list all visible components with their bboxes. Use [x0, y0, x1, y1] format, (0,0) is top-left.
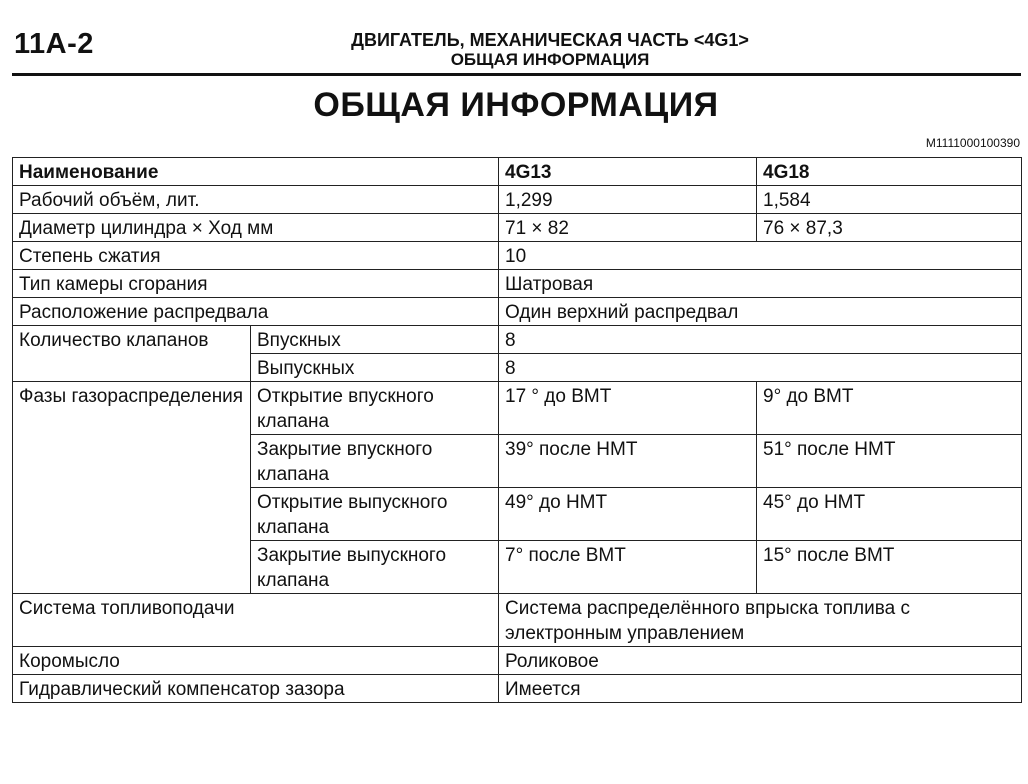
page-title: ОБЩАЯ ИНФОРМАЦИЯ [313, 86, 719, 124]
cell-value-4g13: 39° после НМТ [499, 435, 757, 488]
table-row [13, 675, 1022, 703]
section-subtitle: ОБЩАЯ ИНФОРМАЦИЯ [450, 50, 650, 69]
table-row [13, 242, 1022, 270]
cell-value-4g18: 76 × 87,3 [757, 214, 1022, 242]
row-sublabel: Впускных [251, 326, 499, 354]
cell-value: Имеется [499, 675, 1022, 703]
table-row [13, 270, 1022, 298]
row-label: Степень сжатия [13, 242, 499, 270]
table-row [13, 298, 1022, 326]
row-label: Тип камеры сгорания [13, 270, 499, 298]
cell-value-4g13: 7° после ВМТ [499, 541, 757, 594]
row-sublabel: Открытие выпускного клапана [251, 488, 499, 541]
header-cell-name: Наименование [13, 158, 499, 186]
row-label: Коромысло [13, 647, 499, 675]
header-divider [12, 73, 1021, 76]
table-row [13, 186, 1022, 214]
cell-value-4g18: 51° после НМТ [757, 435, 1022, 488]
cell-value-4g13: 71 × 82 [499, 214, 757, 242]
cell-value-4g13: 49° до НМТ [499, 488, 757, 541]
table-row [13, 326, 1022, 354]
table-row [13, 594, 1022, 647]
cell-value: Шатровая [499, 270, 1022, 298]
table-row [13, 214, 1022, 242]
section-title: ДВИГАТЕЛЬ, МЕХАНИЧЕСКАЯ ЧАСТЬ <4G1> [351, 30, 749, 50]
cell-value-4g18: 9° до ВМТ [757, 382, 1022, 435]
row-label: Рабочий объём, лит. [13, 186, 499, 214]
cell-value-4g18: 45° до НМТ [757, 488, 1022, 541]
cell-value-4g18: 15° после ВМТ [757, 541, 1022, 594]
page-number: 11A-2 [14, 28, 94, 60]
row-label: Количество клапанов [13, 326, 251, 382]
row-label: Система топливоподачи [13, 594, 499, 647]
row-sublabel: Закрытие выпускного клапана [251, 541, 499, 594]
table-header-row [13, 158, 1022, 186]
header-cell-4g13: 4G13 [499, 158, 757, 186]
row-sublabel: Закрытие впускного клапана [251, 435, 499, 488]
cell-value: Один верхний распредвал [499, 298, 1022, 326]
cell-value: 10 [499, 242, 1022, 270]
cell-value: 8 [499, 326, 1022, 354]
cell-value-4g18: 1,584 [757, 186, 1022, 214]
specifications-table [12, 157, 1022, 703]
cell-value: 8 [499, 354, 1022, 382]
cell-value: Система распределённого впрыска топлива с электронным управлением [499, 594, 1022, 647]
row-sublabel: Выпускных [251, 354, 499, 382]
row-label: Гидравлический компенсатор зазора [13, 675, 499, 703]
row-label: Расположение распредвала [13, 298, 499, 326]
row-sublabel: Открытие впускного клапана [251, 382, 499, 435]
row-label: Диаметр цилиндра × Ход мм [13, 214, 499, 242]
header-cell-4g18: 4G18 [757, 158, 1022, 186]
section-header [290, 29, 810, 69]
row-label: Фазы газораспределения [13, 382, 251, 594]
table-row [13, 382, 1022, 435]
table-row [13, 647, 1022, 675]
document-code: M1111000100390 [925, 136, 1020, 150]
cell-value: Роликовое [499, 647, 1022, 675]
cell-value-4g13: 17 ° до ВМТ [499, 382, 757, 435]
cell-value-4g13: 1,299 [499, 186, 757, 214]
